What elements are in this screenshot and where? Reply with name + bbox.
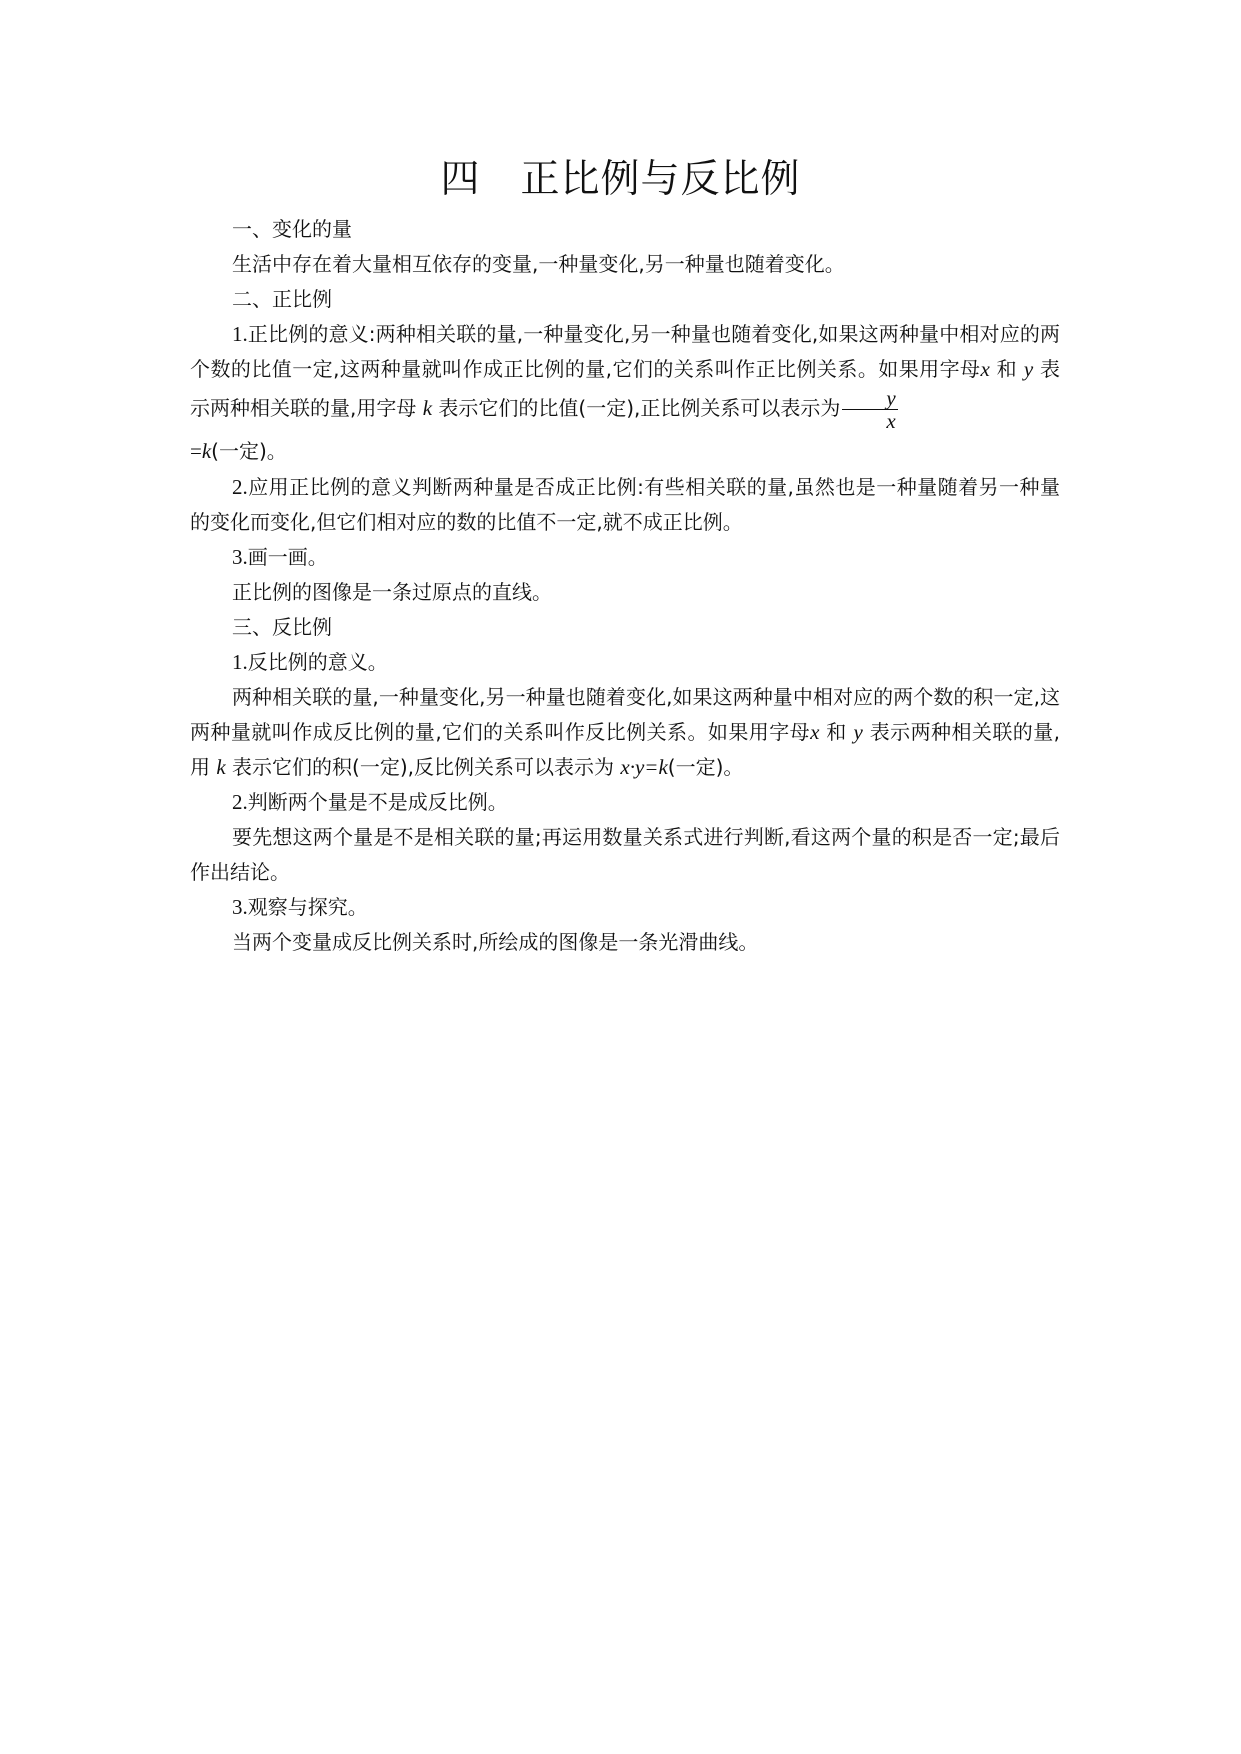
- paragraph-text: 应用正比例的意义判断两种量是否成正比例:有些相关联的量,虽然也是一种量随着另一种量的变化而变化,但它们相对应的数的比值不一定,就不成正比例。: [190, 475, 1060, 534]
- section-heading-3: [190, 610, 1060, 645]
- item-number: 3.: [232, 545, 248, 569]
- paragraph-text: 两种相关联的量,一种量变化,另一种量也随着变化,如果这两种量中相对应的两个数的积一定,这两种量就叫作成反比例的量,它们的关系叫作反比例关系。如果用字母: [190, 685, 1060, 744]
- document-body: [190, 212, 1060, 960]
- formula-xy-equals-k: x·y=k: [620, 755, 668, 779]
- paragraph-text: 要先想这两个量是不是相关联的量;再运用数量关系式进行判断,看这两个量的积是否一定;最后作出结论。: [190, 825, 1060, 884]
- paragraph-text: 表示两种相关联的量,用字母: [190, 357, 1061, 420]
- paragraph: [190, 247, 1060, 282]
- paragraph-text: (一定)。: [211, 439, 287, 463]
- page-title: [0, 155, 1241, 205]
- paragraph-text: 反比例的意义。: [247, 650, 388, 674]
- paragraph-text: 表示它们的比值(一定),正比例关系可以表示为: [438, 396, 841, 420]
- title-number: 四: [440, 157, 481, 202]
- section-heading-2-text: 二、正比例: [232, 287, 332, 311]
- paragraph-inverse-proportion-meaning: [190, 645, 1060, 680]
- paragraph: [190, 925, 1060, 960]
- item-number: 3.: [232, 895, 248, 919]
- variable-k: k: [422, 396, 433, 420]
- item-number: 2.: [232, 790, 248, 814]
- paragraph-observe-title: [190, 890, 1060, 925]
- paragraph-draw: [190, 540, 1060, 575]
- section-heading-3-text: 三、反比例: [232, 615, 332, 639]
- paragraph-text: 正比例的图像是一条过原点的直线。: [232, 580, 552, 604]
- paragraph-direct-proportion-judgement: [190, 470, 1060, 540]
- fraction-numerator: y: [842, 387, 897, 410]
- paragraph-text: 和: [996, 357, 1018, 381]
- fraction-denominator: x: [886, 409, 896, 433]
- section-heading-1: [190, 212, 1060, 247]
- variable-y: y: [853, 720, 863, 744]
- paragraph-text: 画一画。: [247, 545, 328, 569]
- paragraph-text: 正比例的意义:两种相关联的量,一种量变化,另一种量也随着变化,如果这两种量中相对应的两个数的比值一定,这两种量就叫作成正比例的量,它们的关系叫作正比例关系。如果用字母: [190, 322, 1060, 381]
- paragraph-text: 判断两个量是不是成反比例。: [247, 790, 508, 814]
- paragraph-inverse-proportion-definition: [190, 680, 1060, 785]
- paragraph-text: 当两个变量成反比例关系时,所绘成的图像是一条光滑曲线。: [232, 930, 759, 954]
- paragraph-text: 表示它们的积(一定),反比例关系可以表示为: [232, 755, 615, 779]
- paragraph-inverse-judgement-title: [190, 785, 1060, 820]
- item-number: 1.: [232, 322, 248, 346]
- title-text: 正比例与反比例: [520, 157, 801, 202]
- paragraph-text: 表示两种相关联的量,用: [190, 720, 1061, 779]
- variable-k: k: [201, 439, 212, 463]
- paragraph-direct-proportion-definition: [190, 317, 1060, 470]
- variable-x: x: [980, 357, 990, 381]
- paragraph: [190, 820, 1060, 890]
- equals-sign: =: [190, 439, 202, 463]
- paragraph: [190, 575, 1060, 610]
- paragraph-text: 和: [826, 720, 847, 744]
- section-heading-2: [190, 282, 1060, 317]
- paragraph-text: 生活中存在着大量相互依存的变量,一种量变化,另一种量也随着变化。: [232, 252, 845, 276]
- fraction-y-over-x: [842, 387, 897, 432]
- variable-x: x: [810, 720, 820, 744]
- paragraph-text: (一定)。: [667, 755, 744, 779]
- section-heading-1-text: 一、变化的量: [232, 217, 352, 241]
- paragraph-text: 观察与探究。: [247, 895, 368, 919]
- item-number: 1.: [232, 650, 248, 674]
- variable-k: k: [216, 755, 226, 779]
- variable-y: y: [1023, 357, 1034, 381]
- item-number: 2.: [232, 475, 248, 499]
